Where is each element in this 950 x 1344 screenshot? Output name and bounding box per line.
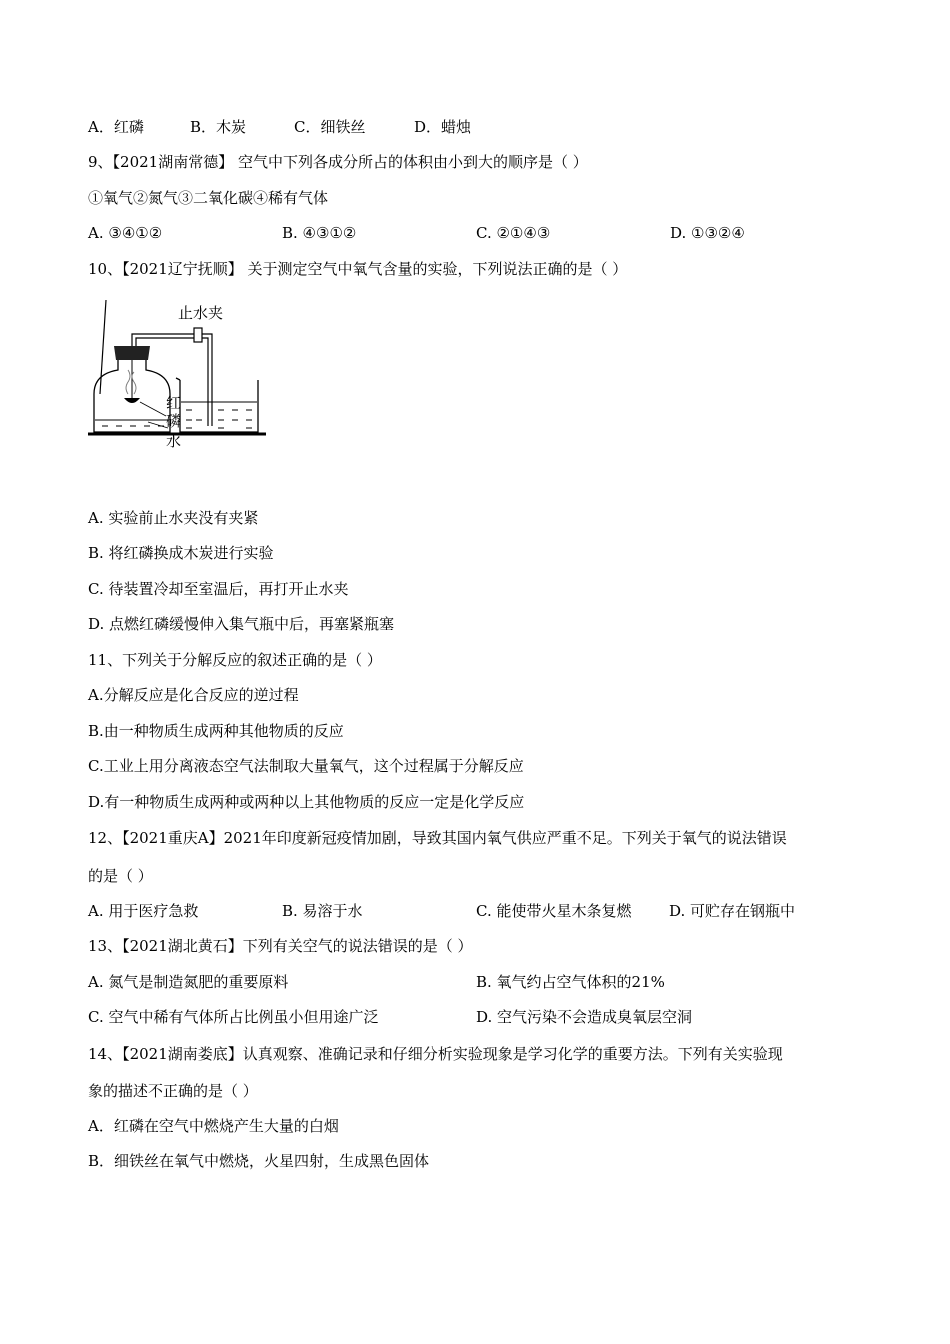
q13-option-d: D. 空气污染不会造成臭氧层空洞 (476, 1008, 693, 1026)
q12-option-d: D. 可贮存在钢瓶中 (669, 902, 796, 920)
q12-stem-line1: 12、【2021重庆A】2021年印度新冠疫情加剧，导致其国内氧气供应严重不足。下列关于氧气的说法错误 (88, 829, 787, 847)
bottle-stopper (114, 346, 150, 360)
q13-option-b: B. 氧气约占空气体积的21% (476, 973, 665, 991)
water-label: 水 (166, 432, 182, 450)
q11-stem: 11、下列关于分解反应的叙述正确的是（ ） (88, 651, 382, 669)
q14-stem-line2: 象的描述不正确的是（ ） (88, 1082, 258, 1100)
q14-stem-line1: 14、【2021湖南娄底】认真观察、准确记录和仔细分析实验现象是学习化学的重要方法。下列有关实验现 (88, 1045, 783, 1063)
q9-option-b: B. ④③①② (282, 224, 357, 242)
q11-option-a: A.分解反应是化合反应的逆过程 (88, 686, 299, 704)
q9-stem: 9、【2021湖南常德】 空气中下列各成分所占的体积由小到大的顺序是（ ） (88, 153, 588, 171)
q13-option-c: C. 空气中稀有气体所占比例虽小但用途广泛 (88, 1008, 379, 1026)
q9-option-d: D. ①③②④ (670, 224, 745, 242)
q10-option-b: B. 将红磷换成木炭进行实验 (88, 544, 274, 562)
beaker-water-dashes (186, 410, 252, 428)
q12-option-b: B. 易溶于水 (282, 902, 363, 920)
q8-option-a: A．红磷 (88, 118, 144, 136)
q9-option-a: A. ③④①② (88, 224, 163, 242)
connecting-tube (132, 334, 198, 346)
beaker (180, 380, 258, 432)
phosphorus-label-2: 磷 (166, 412, 182, 430)
q8-option-d: D．蜡烛 (414, 118, 472, 136)
q14-option-a: A．红磷在空气中燃烧产生大量的白烟 (88, 1117, 339, 1135)
q9-items: ①氧气②氮气③二氧化碳④稀有气体 (88, 189, 329, 207)
q10-option-d: D. 点燃红磷缓慢伸入集气瓶中后，再塞紧瓶塞 (88, 615, 395, 633)
q13-option-a: A. 氮气是制造氮肥的重要原料 (88, 973, 289, 991)
water-clamp (194, 328, 202, 342)
q10-option-a: A. 实验前止水夹没有夹紧 (88, 509, 259, 527)
q13-stem: 13、【2021湖北黄石】下列有关空气的说法错误的是（ ） (88, 937, 473, 955)
q9-option-c: C. ②①④③ (476, 224, 551, 242)
q8-option-c: C．细铁丝 (294, 118, 366, 136)
q10-apparatus-figure (88, 298, 268, 450)
delivery-tube (202, 334, 212, 426)
q11-option-d: D.有一种物质生成两种或两种以上其他物质的反应一定是化学反应 (88, 793, 525, 811)
q8-option-b: B．木炭 (190, 118, 247, 136)
q12-option-a: A. 用于医疗急救 (88, 902, 199, 920)
q10-stem: 10、【2021辽宁抚顺】 关于测定空气中氧气含量的实验，下列说法正确的是（ ） (88, 260, 628, 278)
phosphorus-label-1: 红 (166, 394, 182, 412)
q12-stem-line2: 的是（ ） (88, 867, 153, 885)
ignition-rod (100, 300, 106, 394)
q11-option-b: B.由一种物质生成两种其他物质的反应 (88, 722, 344, 740)
q12-option-c: C. 能使带火星木条复燃 (476, 902, 632, 920)
q10-option-c: C. 待装置冷却至室温后，再打开止水夹 (88, 580, 349, 598)
phosphorus-spoon (124, 398, 140, 403)
smoke (126, 370, 136, 394)
apparatus-diagram (88, 298, 268, 450)
clamp-label: 止水夹 (178, 304, 224, 322)
q14-option-b: B．细铁丝在氧气中燃烧，火星四射，生成黑色固体 (88, 1152, 430, 1170)
q11-option-c: C.工业上用分离液态空气法制取大量氧气，这个过程属于分解反应 (88, 757, 524, 775)
